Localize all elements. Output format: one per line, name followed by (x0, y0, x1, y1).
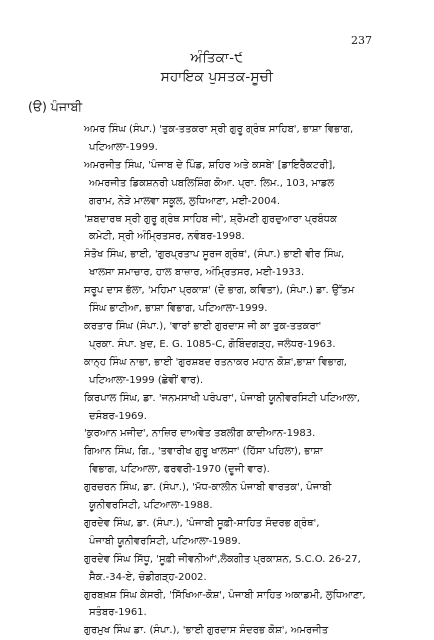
entry-line: ਪ੍ਰਕਾ. ਸੰਪਾ. ਖ਼ੁਦ, E. G. 1085-C, ਗੋਬਿੰਦਗੜ੍ਹ, ਜਲੰਧਰ-1963. (89, 338, 336, 350)
bibliography-entry (84, 282, 410, 318)
entry-line: ਗੁਰਬਖ਼ਸ਼ ਸਿੰਘ ਕੇਸਰੀ, 'ਸਿੱਖਿਆ-ਕੋਸ਼', ਪੰਜਾਬੀ ਸਾਹਿਤ ਅਕਾਡਮੀ, ਲੁਧਿਆਣਾ, (84, 589, 366, 601)
entry-line: ਕਮੇਟੀ, ਸ੍ਰੀ ਅੰਮ੍ਰਿਤਸਰ, ਨਵੰਬਰ-1998. (89, 231, 245, 243)
entry-line: ਪੰਜਾਬੀ ਯੂਨੀਵਰਸਿਟੀ, ਪਟਿਆਲਾ-1989. (89, 535, 241, 547)
entry-line: ਸਿੰਘ ਭਾਟੀਆ, ਭਾਸ਼ਾ ਵਿਭਾਗ, ਪਟਿਆਲਾ-1999. (89, 303, 268, 315)
entry-line: ਗੁਰਦੇਵ ਸਿੰਘ ਸਿੱਧੂ, 'ਸੂਫ਼ੀ ਜੀਵਨੀਆਂ',ਲੋਕਗੀਤ ਪ੍ਰਕਾਸ਼ਨ, S.C.O. 26-27, (84, 553, 361, 565)
entry-line: 'ਕੁਰਆਨ ਮਜੀਦ', ਨਾਜ਼ਿਰ ਦਾਅਵੇਤ ਤਬਲੀਗ ਕਾਦੀਆਨ-1983. (84, 428, 316, 440)
entry-line: ਗੁਰਦੇਵ ਸਿੰਘ, ਡਾ. (ਸੰਪਾ.), 'ਪੰਜਾਬੀ ਸੂਫ਼ੀ-ਸਾਹਿਤ ਸੰਦਰਭ ਗ੍ਰੰਥ', (84, 517, 320, 529)
bibliography-entry (84, 390, 410, 426)
bibliography-entry (84, 479, 410, 515)
entry-line: ਕਿਰਪਾਲ ਸਿੰਘ, ਡਾ. 'ਜਨਮਸਾਖੀ ਪਰੰਪਰਾ', ਪੰਜਾਬੀ ਯੂਨੀਵਰਸਿਟੀ ਪਟਿਆਲਾ, (84, 392, 360, 404)
entry-line: ਸੰਤੋਖ ਸਿੰਘ, ਭਾਈ, 'ਗੁਰਪ੍ਰਤਾਪ ਸੂਰਜ ਗ੍ਰੰਥ', (ਸੰਪਾ.) ਭਾਈ ਵੀਰ ਸਿੰਘ, (84, 249, 345, 261)
entry-line: ਦਸੰਬਰ-1969. (89, 410, 147, 422)
bibliography-list (84, 121, 410, 640)
appendix-title: ਅੰਤਿਕਾ-੯ (190, 50, 244, 66)
entry-line: ਗਰਾਮ, ਨੇੜੇ ਮਾਲਵਾ ਸਕੂਲ, ਲੁਧਿਆਣਾ, ਮਈ-2004. (89, 195, 280, 207)
entry-line: ਗਿਆਨ ਸਿੰਘ, ਗਿ., 'ਤਵਾਰੀਖ ਗੁਰੂ ਖਾਲਸਾ' (ਹਿੱਸਾ ਪਹਿਲਾ), ਭਾਸ਼ਾ (84, 446, 323, 458)
bibliography-entry (84, 246, 410, 282)
bibliography-entry (84, 587, 410, 623)
entry-line: ਵਿਭਾਗ, ਪਟਿਆਲਾ, ਫਰਵਰੀ-1970 (ਦੂਜੀ ਵਾਰ). (89, 464, 270, 476)
bibliography-entry (84, 425, 410, 443)
entry-line: ਕਰਤਾਰ ਸਿੰਘ (ਸੰਪਾ.), 'ਵਾਰਾਂ ਭਾਈ ਗੁਰਦਾਸ ਜੀ ਕਾ ਤੁਕ-ਤਤਕਰਾ' (84, 320, 322, 332)
entry-line: ਅਮਰ ਸਿੰਘ (ਸੰਪਾ.) 'ਤੁਕ-ਤਤਕਰਾ ਸ੍ਰੀ ਗੁਰੂ ਗ੍ਰੰਥ ਸਾਹਿਬ', ਭਾਸ਼ਾ ਵਿਭਾਗ, (84, 124, 354, 135)
entry-line: ਗੁਰਮੁਖ ਸਿੰਘ ਡਾ. (ਸੰਪਾ.), 'ਭਾਈ ਗੁਰਦਾਸ ਸੰਦਰਭ ਕੋਸ਼', ਅਮਰਜੀਤ (84, 625, 329, 637)
section-title: (ੳ) ਪੰਜਾਬੀ (28, 99, 83, 114)
entry-line: 'ਸ਼ਬਦਾਰਥ ਸ੍ਰੀ ਗੁਰੂ ਗ੍ਰੰਥ ਸਾਹਿਬ ਜੀ', ਸ਼੍ਰੋਮਣੀ ਗੁਰਦੁਆਰਾ ਪ੍ਰਬੰਧਕ (84, 213, 337, 225)
entry-line: ਪਟਿਆਲਾ-1999 (ਛੇਵੀਂ ਵਾਰ). (89, 374, 204, 386)
bibliography-entry (84, 318, 410, 354)
entry-line: ਪਟਿਆਲਾ-1999. (89, 141, 158, 153)
bibliography-entry (84, 443, 410, 479)
entry-line: ਸਰੂਪ ਦਾਸ ਭੱਲਾ, 'ਮਹਿਮਾ ਪ੍ਰਕਾਸ਼' (ਦੋ ਭਾਗ, ਕਵਿਤਾ), (ਸੰਪਾ.) ਡਾ. ਉੱਤਮ (84, 285, 355, 297)
entry-line: ਖਾਲਸਾ ਸਮਾਚਾਰ, ਹਾਲ ਬਾਜ਼ਾਰ, ਅੰਮ੍ਰਿਤਸਰ, ਮਈ-1933. (89, 267, 305, 279)
bibliography-entry (84, 551, 410, 587)
bibliography-title: ਸਹਾਇਕ ਪੁਸਤਕ-ਸੂਚੀ (160, 69, 274, 85)
page-number: 237 (351, 34, 372, 47)
bibliography-entry (84, 622, 410, 640)
entry-line: ਕਾਨ੍ਹ ਸਿੰਘ ਨਾਭਾ, ਭਾਈ 'ਗੁਰਸ਼ਬਦ ਰਤਨਾਕਰ ਮਹਾਨ ਕੋਸ਼',ਭਾਸ਼ਾ ਵਿਭਾਗ, (84, 356, 347, 368)
bibliography-entry (84, 354, 410, 390)
entry-line: ਅਮਰਜੀਤ ਡਿਕਸ਼ਨਰੀ ਪਬਲਿਸ਼ਿੰਗ ਕੋਆ. ਪ੍ਰਾ. ਲਿਮ., 103, ਮਾਡਲ (89, 177, 335, 189)
bibliography-entry (84, 211, 410, 247)
bibliography-entry (84, 515, 410, 551)
entry-line: ਸੈਕ.-34-ਏ, ਚੰਡੀਗੜ੍ਹ-2002. (89, 571, 207, 583)
bibliography-entry (84, 121, 410, 157)
bibliography-entry (84, 157, 410, 211)
entry-line: ਯੂਨੀਵਰਸਿਟੀ, ਪਟਿਆਲਾ-1988. (89, 500, 213, 512)
entry-line: ਸਤੰਬਰ-1961. (89, 607, 147, 619)
entry-line: ਅਮਰਜੀਤ ਸਿੰਘ, 'ਪੰਜਾਬ ਦੇ ਪਿੰਡ, ਸ਼ਹਿਰ ਅਤੇ ਕਸਬੇ' [ਡਾਇਰੈਕਟਰੀ], (84, 159, 336, 171)
entry-line: ਗੁਰਚਰਨ ਸਿੰਘ, ਡਾ. (ਸੰਪਾ.), 'ਮੱਧ-ਕਾਲੀਨ ਪੰਜਾਬੀ ਵਾਰਤਕ', ਪੰਜਾਬੀ (84, 482, 332, 494)
